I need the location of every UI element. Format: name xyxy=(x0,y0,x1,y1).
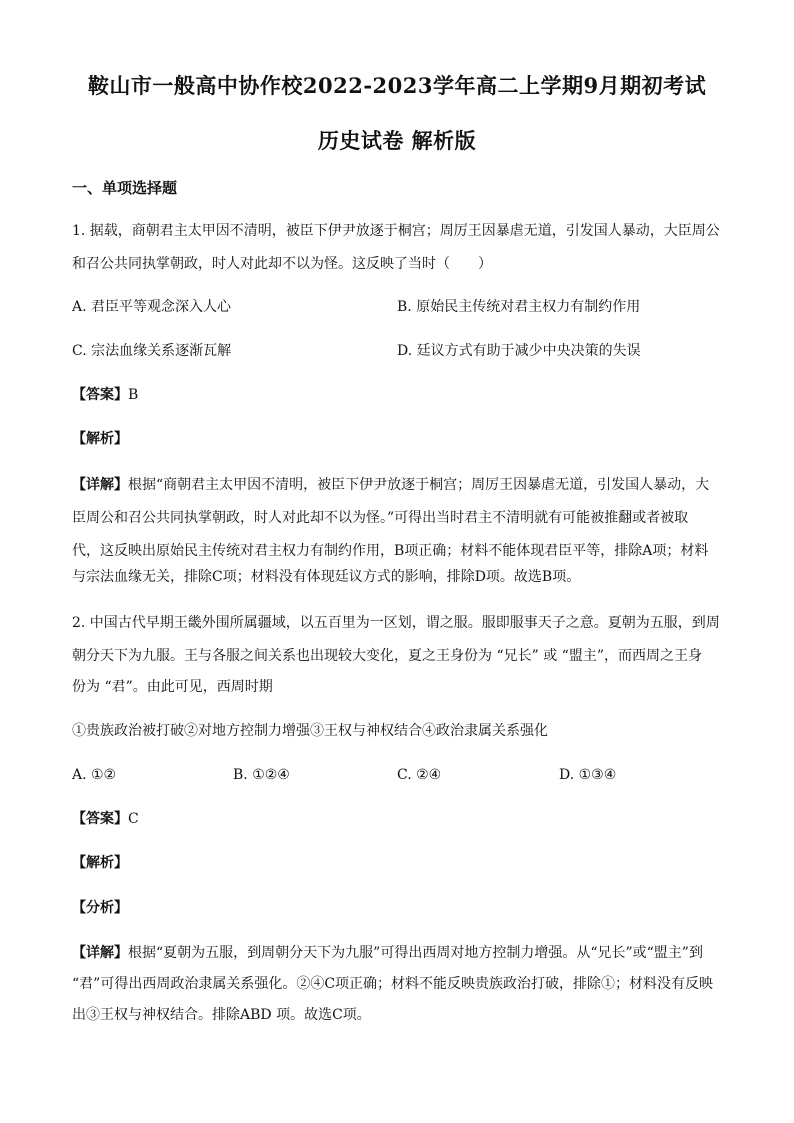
q1-stem-line-1: 1. 据载，商朝君主太甲因不清明，被臣下伊尹放逐于桐宫；周厉王因暴虐无道，引发国人暴动，大臣周公 xyxy=(72,223,720,239)
q1-option-c: C. 宗法血缘关系逐渐瓦解 xyxy=(72,343,232,359)
section-heading: 一、单项选择题 xyxy=(72,179,178,197)
q2-option-c: C. ②④ xyxy=(397,767,442,783)
q2-answer-tag: 【答案】 xyxy=(72,811,128,827)
q2-detail-line-3: 出③王权与神权结合。排除ABD 项。故选C项。 xyxy=(72,1007,371,1023)
q2-stem-line-1: 2. 中国古代早期王畿外围所属疆域，以五百里为一区划，谓之服。服即服事天子之意。夏朝为五服，到周 xyxy=(72,615,720,631)
q1-detail-line-4: 与宗法血缘无关，排除C项；材料没有体现廷议方式的影响，排除D项。故选B项。 xyxy=(72,569,581,585)
q2-answer-value: C xyxy=(128,811,139,827)
q2-stem-line-2: 朝分天下为九服。王与各服之间关系也出现较大变化，夏之王身份为 “兄长” 或 “盟主”，而西周之王身 xyxy=(72,648,702,664)
q2-answer xyxy=(72,809,724,829)
q2-statement-items: ①贵族政治被打破②对地方控制力增强③王权与神权结合④政治隶属关系强化 xyxy=(72,723,548,739)
q1-answer xyxy=(72,385,724,405)
q2-detail-line-2: “君”可得出西周政治隶属关系强化。②④C项正确；材料不能反映贵族政治打破，排除①；材料没有反映 xyxy=(72,976,714,992)
q1-detail-line-2: 臣周公和召公共同执掌朝政，时人对此却不以为怪。”可得出当时君主不清明就有可能被推翻或者被取 xyxy=(72,510,689,526)
q2-fenxi-tag: 【分析】 xyxy=(72,900,128,916)
q1-detail-tag: 【详解】 xyxy=(72,477,128,493)
q2-option-a: A. ①② xyxy=(72,767,117,783)
q1-detail-line-3: 代，这反映出原始民主传统对君主权力有制约作用，B项正确；材料不能体现君臣平等，排除A项；材料 xyxy=(72,543,709,559)
q2-detail-line-1: 【详解】根据“夏朝为五服，到周朝分天下为九服”可得出西周对地方控制力增强。从“兄长”或“盟主”到 xyxy=(72,945,703,961)
q1-answer-value: B xyxy=(128,387,139,403)
q1-option-b: B. 原始民主传统对君主权力有制约作用 xyxy=(397,299,641,315)
q1-option-a: A. 君臣平等观念深入人心 xyxy=(72,299,232,315)
q2-stem-line-3: 份为 “君”。由此可见，西周时期 xyxy=(72,679,273,695)
q1-stem-line-2: 和召公共同执掌朝政，时人对此却不以为怪。这反映了当时（ ） xyxy=(72,256,492,272)
q1-answer-tag: 【答案】 xyxy=(72,387,128,403)
q1-analysis-tag: 【解析】 xyxy=(72,431,128,447)
q2-option-d: D. ①③④ xyxy=(559,767,617,783)
q2-analysis-tag: 【解析】 xyxy=(72,855,128,871)
q1-option-d: D. 廷议方式有助于减少中央决策的失误 xyxy=(397,343,641,359)
document-title: 鞍山市一般高中协作校2022-2023学年高二上学期9月期初考试 xyxy=(87,73,707,98)
q2-option-b: B. ①②④ xyxy=(233,767,290,783)
document-subtitle: 历史试卷 解析版 xyxy=(317,128,477,153)
q1-detail-line-1: 【详解】根据“商朝君主太甲因不清明，被臣下伊尹放逐于桐宫；周厉王因暴虐无道，引发国人暴动，大 xyxy=(72,477,710,493)
q2-detail-tag: 【详解】 xyxy=(72,945,128,961)
